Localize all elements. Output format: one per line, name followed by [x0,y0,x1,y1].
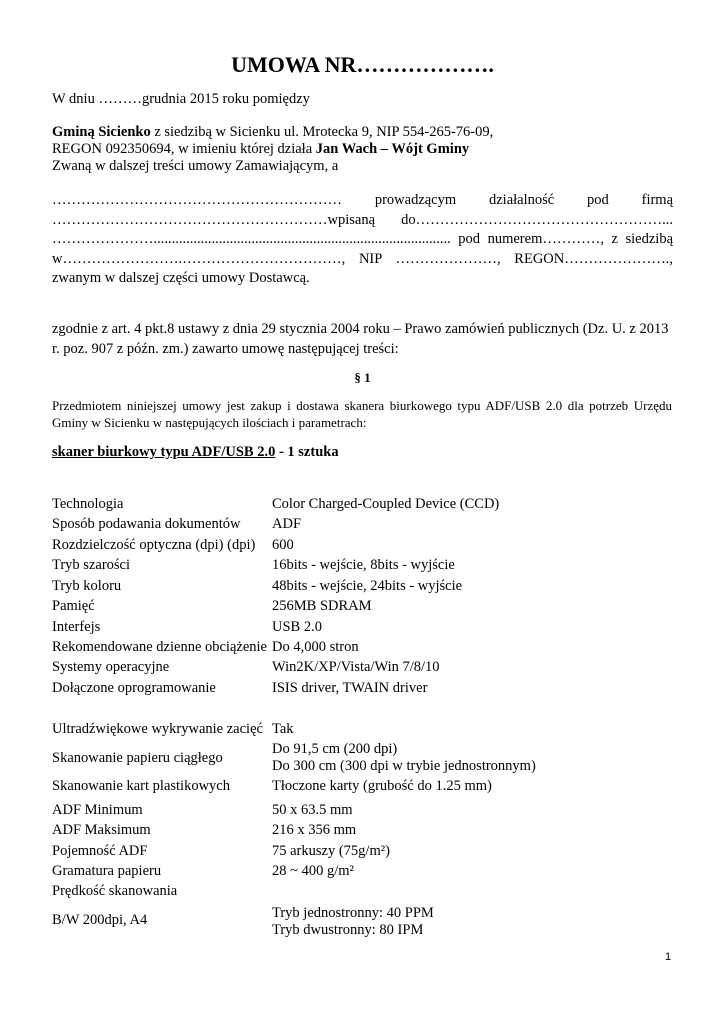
product-quantity: - 1 sztuka [275,444,339,460]
spec-value: Color Charged-Coupled Device (CCD) [272,496,500,512]
spec-label: Prędkość skanowania [52,883,178,899]
section-heading: § 1 [354,370,371,385]
spec-value: 50 x 63.5 mm [272,802,353,818]
party2-blank: …………………………………………………… [52,192,342,208]
spec-label: Tryb szarości [52,557,131,573]
party2-word: siedzibą [625,231,674,247]
product-name: skaner biurkowy typu ADF/USB 2.0 [52,444,276,460]
legal-basis-line2: r. poz. 907 z późn. zm.) zawarto umowę następującej treści: [52,341,399,357]
spec-value: ADF [272,516,302,532]
party2-blank: ………………….................................................................................. [52,231,451,247]
spec-label: Ultradźwiękowe wykrywanie zacięć [52,721,263,737]
spec-value: Tłoczone karty (grubość do 1.25 mm) [272,778,492,794]
party2-word: prowadzącym [374,192,457,208]
party2-word: numerem…………, [487,231,604,247]
document-title: UMOWA NR………………. [231,52,494,77]
spec-value: ISIS driver, TWAIN driver [272,680,428,696]
spec-value: Tryb dwustronny: 80 IPM [272,922,424,938]
party1-line3: Zwaną w dalszej treści umowy Zamawiającym, a [52,158,339,174]
spec-label: ADF Minimum [52,802,143,818]
party1-line2 [52,141,469,158]
party2-line [52,251,673,268]
party1-name: Gminą Sicienko [52,124,151,140]
spec-label: Skanowanie kart plastikowych [52,778,230,794]
party1-line1 [52,124,493,141]
spec-label: Tryb koloru [52,578,122,594]
spec-label: Technologia [52,496,124,512]
spec-label: Gramatura papieru [52,863,162,879]
party1-representative: Jan Wach – Wójt Gminy [315,141,470,157]
spec-value: 256MB SDRAM [272,598,372,614]
page-number: 1 [665,951,672,963]
spec-label: ADF Maksimum [52,822,151,838]
spec-label: Interfejs [52,619,101,635]
spec-value: Do 300 cm (300 dpi w trybie jednostronnym) [272,758,536,774]
party2-word: z [611,231,618,247]
spec-value: USB 2.0 [272,619,322,635]
party2-line [52,192,673,209]
spec-label: Skanowanie papieru ciągłego [52,750,223,766]
party2-word: NIP [358,251,382,267]
spec-value: Win2K/XP/Vista/Win 7/8/10 [272,659,440,675]
party2-word: pod [587,192,609,208]
party2-word: …………………………………………………wpisaną [52,212,376,228]
party2-word: pod [458,231,481,247]
subject-paragraph: Przedmiotem niniejszej umowy jest zakup i dostawa skanera biurkowego typu ADF/USB 2.0 dla potrzeb Urzędu Gminy w Sicienku w następujących ilościach i parametrach: [52,398,672,430]
spec-label: Pamięć [52,598,95,614]
spec-label: Dołączone oprogramowanie [52,680,216,696]
spec-value: 48bits - wejście, 24bits - wyjście [272,578,463,594]
spec-value: Do 4,000 stron [272,639,359,655]
spec-label: Systemy operacyjne [52,659,170,675]
date-line: W dniu ………grudnia 2015 roku pomiędzy [52,91,310,107]
spec-label: Pojemność ADF [52,843,148,859]
party2-word: …………………, [395,251,501,267]
spec-value: Tryb jednostronny: 40 PPM [272,905,434,921]
spec-label: Rozdzielczość optyczna (dpi) (dpi) [52,537,256,553]
spec-value: Tak [272,721,294,737]
spec-label: Sposób podawania dokumentów [52,516,241,532]
spec-value: 216 x 356 mm [272,822,357,838]
spec-label: B/W 200dpi, A4 [52,912,148,928]
party2-word: firmą [641,192,674,208]
party2-word: w…………………….……………………………, [52,251,346,267]
party2-word: REGON…………………., [514,251,673,267]
product-heading [52,444,339,461]
party1-regon: REGON 092350694, w imieniu której działa [52,141,316,157]
party2-line [52,231,673,248]
spec-value: 600 [272,537,294,553]
spec-value: Do 91,5 cm (200 dpi) [272,741,398,757]
spec-value: 75 arkuszy (75g/m²) [272,843,390,859]
party2-line [52,212,673,229]
party2-word: działalność [488,192,555,208]
party1-address: z siedzibą w Sicienku ul. Mrotecka 9, NIP 554-265-76-09, [150,124,494,140]
party2-last-line: zwanym w dalszej części umowy Dostawcą. [52,270,310,286]
spec-value: 28 ~ 400 g/m² [272,863,354,879]
party2-word: do……………………………………………... [401,212,673,228]
spec-value: 16bits - wejście, 8bits - wyjście [272,557,455,573]
legal-basis-line1: zgodnie z art. 4 pkt.8 ustawy z dnia 29 stycznia 2004 roku – Prawo zamówień publicznych (Dz. U. z 2013 [52,321,669,337]
spec-label: Rekomendowane dzienne obciążenie [52,639,267,655]
